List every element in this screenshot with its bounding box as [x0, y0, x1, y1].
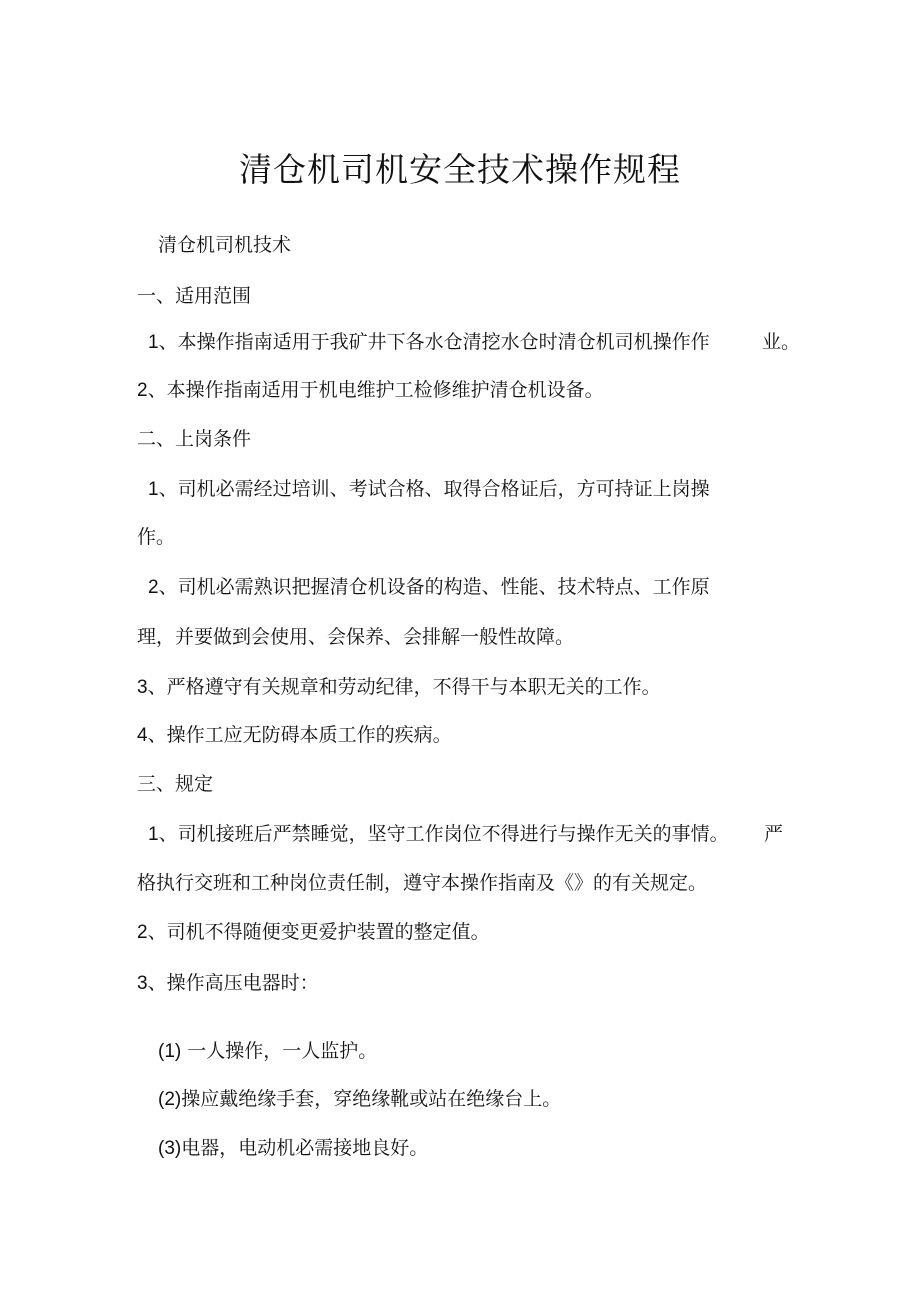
scope-item-1: [148, 329, 710, 356]
document-title: 清仓机司机安全技术操作规程: [239, 150, 681, 189]
item-number: 4: [137, 725, 148, 746]
document-subtitle: 清仓机司机技术: [158, 234, 292, 256]
item-number: 2: [137, 380, 148, 401]
sub-item-3: [158, 1135, 428, 1162]
section-heading-requirements: 二、上岗条件: [137, 428, 252, 450]
sub-item-number: (2): [158, 1089, 182, 1110]
item-number: 3: [137, 973, 148, 994]
item-number: 3: [137, 677, 148, 698]
item-text: 、司机不得随便变更爱护装置的整定值。: [147, 921, 490, 943]
scope-item-2: [137, 377, 604, 404]
item-text: 、本操作指南适用于机电维护工检修维护清仓机设备。: [147, 379, 604, 401]
item-number: 1: [148, 332, 159, 353]
rule-item-2: [137, 919, 490, 946]
item-text: 、司机必需经过培训、考试合格、取得合格证后，方可持证上岗操: [158, 478, 710, 500]
requirement-item-2-continued: 理，并要做到会使用、会保养、会排解一般性故障。: [137, 626, 575, 648]
requirement-item-1-continued: 作。: [137, 526, 176, 548]
sub-item-text: 操应戴绝缘手套，穿绝缘靴或站在绝缘台上。: [181, 1088, 562, 1110]
scope-item-1-tail: 业。: [762, 331, 801, 353]
sub-item-1: [158, 1038, 377, 1065]
requirement-item-4: [137, 722, 452, 749]
section-heading-scope: 一、适用范围: [137, 285, 252, 307]
requirement-item-1: [148, 476, 710, 503]
item-text: 、操作高压电器时：: [147, 972, 319, 994]
requirement-item-3: [137, 674, 661, 701]
item-text: 、司机必需熟识把握清仓机设备的构造、性能、技术特点、工作原: [158, 576, 710, 598]
item-number: 1: [148, 824, 159, 845]
sub-item-text: 电器，电动机必需接地良好。: [181, 1137, 429, 1159]
sub-item-2: [158, 1086, 561, 1113]
rule-item-1: [148, 821, 729, 848]
item-text: 、操作工应无防碍本质工作的疾病。: [147, 724, 452, 746]
section-heading-rules: 三、规定: [137, 773, 214, 795]
item-text: 、司机接班后严禁睡觉，坚守工作岗位不得进行与操作无关的事情。: [158, 823, 729, 845]
item-number: 2: [137, 922, 148, 943]
requirement-item-2: [148, 574, 710, 601]
item-number: 1: [148, 479, 159, 500]
rule-item-3: [137, 970, 319, 997]
sub-item-text: 一人操作，一人监护。: [181, 1040, 378, 1062]
item-text: 、严格遵守有关规章和劳动纪律，不得干与本职无关的工作。: [147, 676, 661, 698]
rule-item-1-continued: 格执行交班和工种岗位责任制，遵守本操作指南及《》的有关规定。: [137, 872, 708, 894]
sub-item-number: (3): [158, 1138, 182, 1159]
item-number: 2: [148, 577, 159, 598]
sub-item-number: (1): [158, 1041, 182, 1062]
item-text: 、本操作指南适用于我矿井下各水仓清挖水仓时清仓机司机操作作: [158, 331, 710, 353]
rule-item-1-tail: 严: [764, 823, 784, 845]
